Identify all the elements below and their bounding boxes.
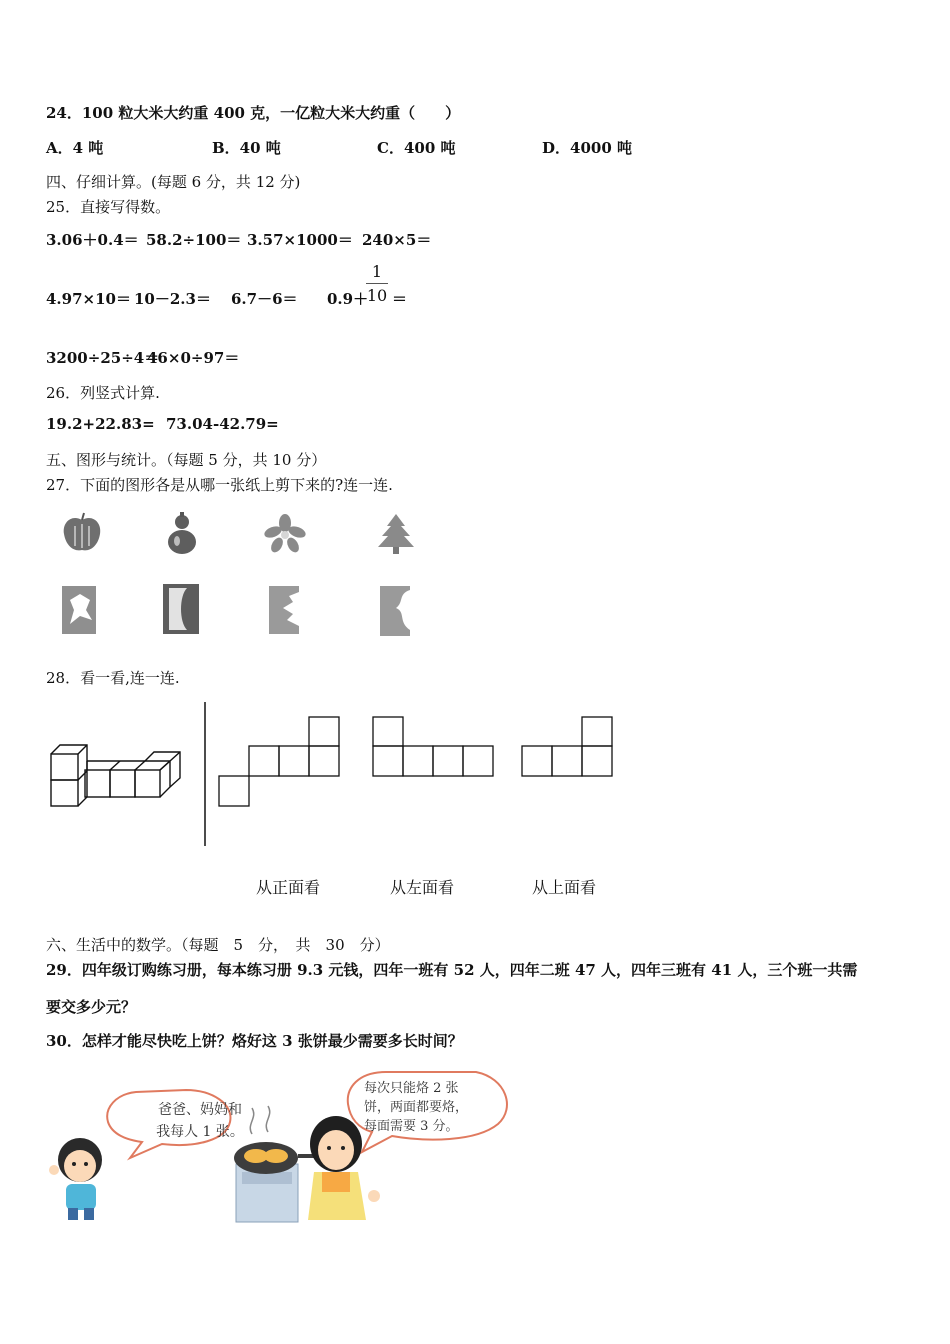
bubble-right-text: [364, 1079, 468, 1136]
section5-title: 五、图形与统计。（每题 5 分，共 10 分）: [46, 451, 327, 469]
fraction-denominator: 10: [366, 286, 388, 305]
q25-item: 58.2÷100＝: [146, 231, 242, 249]
paper-2-icon[interactable]: [163, 584, 201, 636]
q25-item: 240×5＝: [362, 231, 432, 249]
apple-shape-icon[interactable]: [60, 512, 104, 554]
q24-option-d[interactable]: D．4000 吨: [542, 139, 632, 157]
view-label-front[interactable]: 从正面看: [256, 878, 321, 897]
q26-item: 19.2+22.83=: [46, 415, 155, 433]
bubble-right-line: 饼，两面都要烙，: [364, 1100, 469, 1115]
q29-line1: 29．四年级订购练习册，每本练习册 9.3 元钱，四年一班有 52 人，四年二班 47 人，四年三班有 41 人，三个班一共需: [46, 961, 858, 979]
q25-item: 3.06＋0.4＝: [46, 231, 139, 249]
section6-title: 六、生活中的数学。（每题 5 分， 共 30 分）: [46, 936, 390, 954]
q25-fraction: [366, 262, 388, 305]
tree-shape-icon[interactable]: [378, 514, 414, 554]
q24-stem: 24．100 粒大米大约重 400 克，一亿粒大米大约重（ ）: [46, 104, 461, 122]
bubble-left-line: 爸爸、妈妈和: [158, 1102, 242, 1118]
q25-item: 46×0÷97＝: [147, 349, 240, 367]
q27-stem: 27．下面的图形各是从哪一张纸上剪下来的?连一连.: [46, 476, 393, 494]
q25-stem: 25．直接写得数。: [46, 198, 171, 216]
q24-option-c[interactable]: C．400 吨: [377, 139, 456, 157]
section4-title: 四、仔细计算。(每题 6 分，共 12 分): [46, 173, 301, 191]
q25-item: 4.97×10＝: [46, 290, 131, 308]
fraction-bar: [366, 283, 388, 284]
bubble-left-line: 我每人 1 张。: [156, 1124, 244, 1140]
divider-line: [203, 702, 207, 846]
view-label-left[interactable]: 从左面看: [390, 878, 455, 897]
q25-item: 6.7－6＝: [231, 290, 298, 308]
q26-item: 73.04-42.79=: [166, 415, 279, 433]
q25-item-fraction-prefix: 0.9＋: [327, 290, 369, 308]
paper-1-icon[interactable]: [62, 586, 98, 636]
q29-line2: 要交多少元？: [46, 998, 137, 1016]
cube-stack-figure[interactable]: [48, 742, 184, 810]
q30-stem: 30．怎样才能尽快吃上饼？烙好这 3 张饼最少需要多长时间？: [46, 1032, 463, 1050]
q24-option-a[interactable]: A．4 吨: [46, 139, 104, 157]
bubble-right-line: 每次只能烙 2 张: [364, 1081, 459, 1096]
view-option-1[interactable]: [218, 716, 342, 808]
q28-stem: 28．看一看,连一连.: [46, 669, 180, 687]
bubble-right-line: 每面需要 3 分。: [364, 1119, 459, 1134]
boy-figure: [49, 1138, 102, 1220]
q25-item: 3200÷25÷4＝: [46, 349, 160, 367]
paper-4-icon[interactable]: [380, 586, 412, 638]
bubble-left-text: [150, 1099, 250, 1143]
q25-item: 10－2.3＝: [134, 290, 211, 308]
paper-3-icon[interactable]: [269, 586, 301, 636]
q25-item-fraction-suffix: ＝: [392, 290, 408, 308]
view-option-2[interactable]: [372, 716, 498, 778]
q26-stem: 26．列竖式计算.: [46, 384, 160, 402]
flower-shape-icon[interactable]: [264, 514, 306, 554]
q25-item: 3.57×1000＝: [247, 231, 353, 249]
q24-option-b[interactable]: B．40 吨: [212, 139, 281, 157]
view-option-3[interactable]: [521, 716, 617, 778]
gourd-shape-icon[interactable]: [164, 511, 200, 557]
fraction-numerator: 1: [371, 262, 383, 281]
view-label-top[interactable]: 从上面看: [532, 878, 597, 897]
